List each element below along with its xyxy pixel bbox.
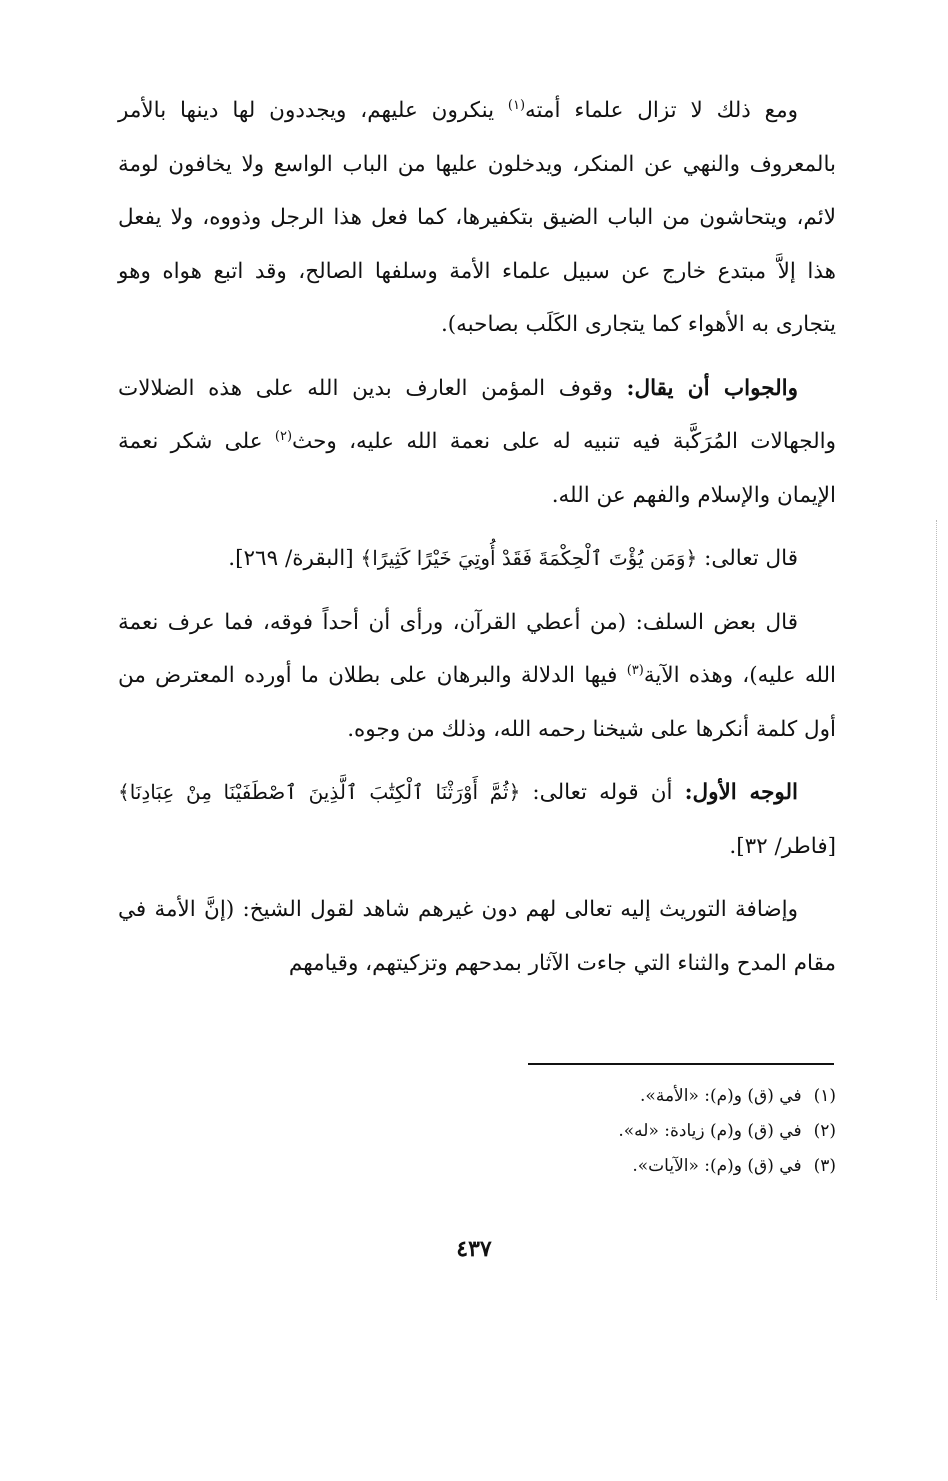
paragraph-2-text-a: وقوف المؤمن العارف بدين الله على هذه الضلالات والجهالات المُرَكَّبة فيه تنبيه له على نعمة الله عليه، وحث <box>118 375 837 454</box>
paragraph-5-lead: الوجه الأول: <box>684 780 798 805</box>
footnote-separator <box>528 1063 834 1065</box>
scan-edge-divider <box>936 520 938 1300</box>
footnote-number: (٣) <box>813 1156 836 1176</box>
footnotes <box>400 1079 836 1184</box>
page-number: ٤٣٧ <box>456 1236 492 1262</box>
paragraph-3 <box>118 532 836 586</box>
paragraph-1 <box>118 84 836 352</box>
body-text <box>118 84 836 990</box>
footnote-1 <box>400 1079 836 1114</box>
paragraph-2-lead: والجواب أن يقال: <box>626 375 798 401</box>
footnote-2 <box>400 1114 836 1149</box>
paragraph-5-text-a: أن قوله تعالى: <box>520 780 685 805</box>
paragraph-2-text-b: على شكر نعمة الإيمان والإسلام والفهم عن الله. <box>118 429 836 508</box>
footnote-3 <box>400 1149 836 1184</box>
footnote-number: (١) <box>813 1086 836 1106</box>
paragraph-4-text-a: قال بعض السلف: (من أعطي القرآن، ورأى أن أحداً فوقه، فما عرف نعمة الله عليه)، وهذه الآية <box>118 609 836 688</box>
paragraph-2 <box>118 362 836 523</box>
footnote-ref-1[interactable]: (١) <box>507 97 526 113</box>
footnote-text: في (ق) و(م): «الآيات». <box>632 1156 802 1176</box>
paragraph-1-text-a: ومع ذلك لا تزال علماء أمته <box>525 98 798 123</box>
quran-verse-fatir: ﴿ثُمَّ أَوْرَثْنَا ٱلْكِتَٰبَ ٱلَّذِينَ ٱصْطَفَيْنَا مِنْ عِبَادِنَا﴾ <box>118 780 521 804</box>
paragraph-6 <box>118 883 836 990</box>
paragraph-1-text-b: ينكرون عليهم، ويجددون لها دينها بالأمر بالمعروف والنهي عن المنكر، ويدخلون عليها من الباب الواسع ولا يخافون لومة لائم، ويتحاشون من الباب الضيق بتكفيرها، كما فعل هذا الرجل وذووه، ولا يفعل هذا إلاَّ مبتدع خارج عن سبيل علماء الأمة وسلفها الصالح، وقد اتبع هواه وهو يتجارى به الأهواء كما يتجارى الكَلَب بصاحبه). <box>118 98 836 337</box>
footnote-text: في (ق) و(م): «الأمة». <box>640 1086 802 1106</box>
paragraph-5 <box>118 766 836 873</box>
paragraph-4-text-b: فيها الدلالة والبرهان على بطلان ما أورده المعترض من أول كلمة أنكرها على شيخنا رحمه الله، وذلك من وجوه. <box>118 663 836 742</box>
paragraph-3-text-a: قال تعالى: <box>697 546 798 571</box>
paragraph-4 <box>118 596 836 757</box>
footnote-text: في (ق) و(م) زيادة: «له». <box>618 1121 802 1141</box>
paragraph-3-text-b: [البقرة/ ٢٦٩]. <box>228 546 361 571</box>
paragraph-6-text-a: وإضافة التوريث إليه تعالى لهم دون غيرهم شاهد لقول الشيخ: (إنَّ الأمة في مقام المدح والثناء التي جاءت الآثار بمدحهم وتزكيتهم، وقيامهم <box>118 897 836 976</box>
paragraph-5-text-b: [فاطر/ ٣٢]. <box>729 833 836 859</box>
quran-verse-baqarah: ﴿وَمَن يُؤْتَ ٱلْحِكْمَةَ فَقَدْ أُوتِيَ خَيْرًا كَثِيرًا﴾ <box>360 546 698 570</box>
footnote-ref-2[interactable]: (٢) <box>274 428 293 444</box>
footnote-number: (٢) <box>813 1121 836 1141</box>
footnote-ref-3[interactable]: (٣) <box>626 662 644 678</box>
